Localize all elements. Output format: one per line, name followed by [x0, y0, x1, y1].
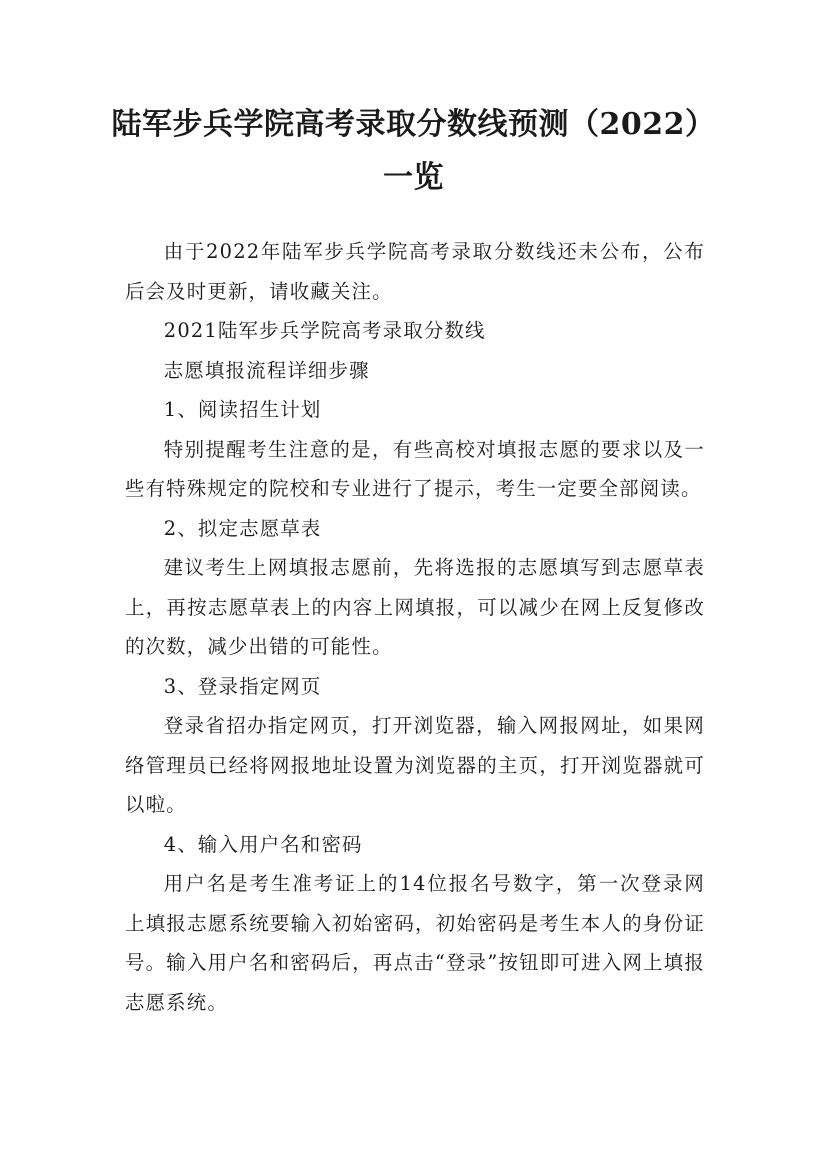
step-3-heading: 3、登录指定网页	[163, 674, 322, 698]
document-body	[125, 232, 705, 1022]
step-2-text: 建议考生上网填报志愿前，先将选报的志愿填写到志愿草表上，再按志愿草表上的内容上网填报，可以减少在网上反复修改的次数，减少出错的可能性。	[125, 556, 705, 658]
step-4-text: 用户名是考生准考证上的14位报名号数字，第一次登录网上填报志愿系统要输入初始密码，初始密码是考生本人的身份证号。输入用户名和密码后，再点击“登录”按钮即可进入网上填报志愿系统。	[125, 872, 705, 1014]
step-1-heading: 1、阅读招生计划	[163, 398, 322, 421]
paragraph-heading-steps: 志愿填报流程详细步骤	[163, 358, 370, 382]
paragraph-heading-2021-scores: 2021陆军步兵学院高考录取分数线	[163, 319, 486, 342]
paragraph-intro: 由于2022年陆军步兵学院高考录取分数线还未公布，公布后会及时更新，请收藏关注。	[125, 240, 705, 303]
step-3-text: 登录省招办指定网页，打开浏览器，输入网报网址，如果网络管理员已经将网报地址设置为浏览器的主页，打开浏览器就可以啦。	[125, 714, 705, 816]
step-2-heading: 2、拟定志愿草表	[163, 516, 322, 540]
document-title: 陆军步兵学院高考录取分数线预测（2022）一览	[111, 107, 716, 195]
step-1-text: 特别提醒考生注意的是，有些高校对填报志愿的要求以及一些有特殊规定的院校和专业进行了提示，考生一定要全部阅读。	[125, 437, 705, 500]
step-4-heading: 4、输入用户名和密码	[163, 832, 363, 856]
